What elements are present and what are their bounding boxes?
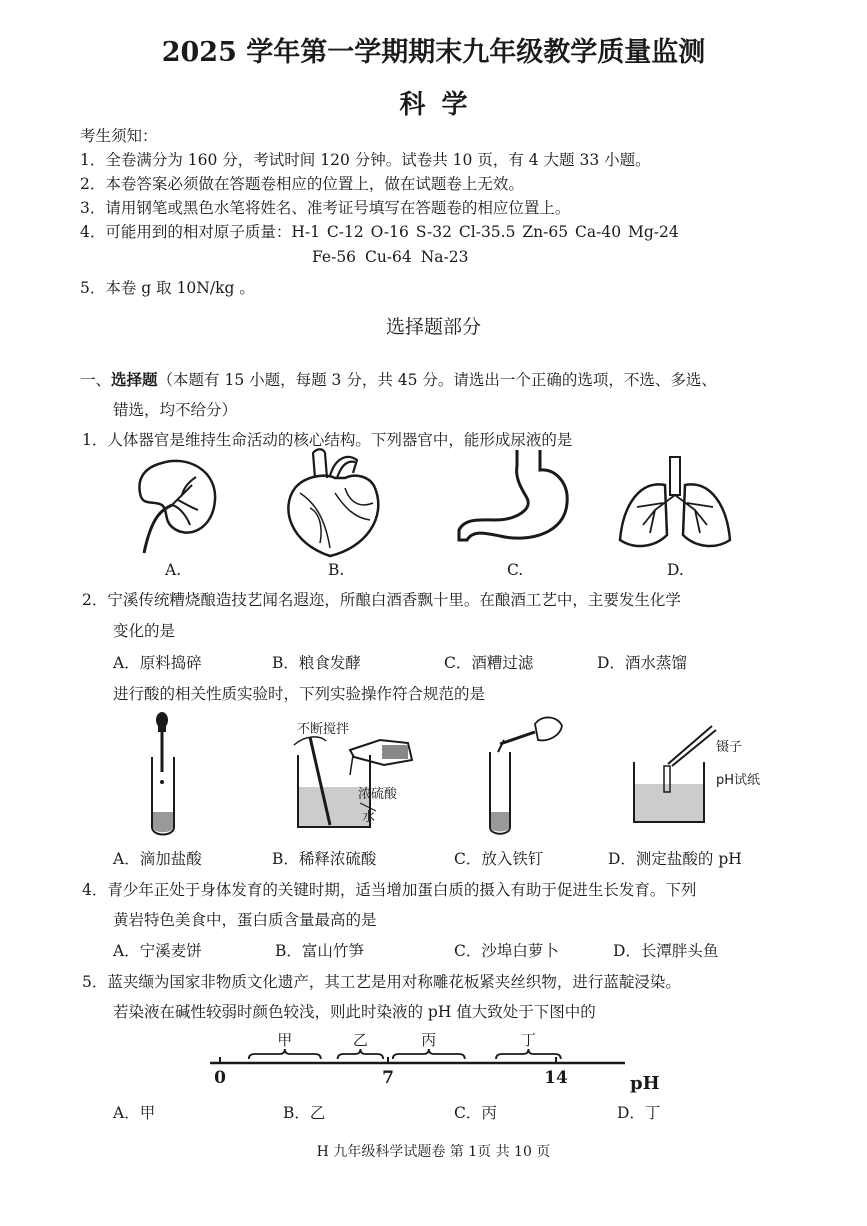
notice-heading: 考生须知：: [80, 127, 158, 145]
q3-option-d[interactable]: D．测定盐酸的 pH: [608, 850, 742, 868]
q3-option-b[interactable]: B．稀释浓硫酸: [272, 850, 377, 868]
question-1-stem: 1．人体器官是维持生命活动的核心结构。下列器官中，能形成尿液的是: [82, 431, 573, 449]
q5-option-a[interactable]: A．甲: [113, 1104, 156, 1122]
ph-scale: [0, 1025, 867, 1100]
notice-item: 1．全卷满分为 160 分，考试时间 120 分钟。试卷共 10 页，有 4 大题 33 小题。: [80, 151, 651, 169]
q4-option-c[interactable]: C．沙埠白萝卜: [454, 942, 559, 960]
q4-option-a[interactable]: A．宁溪麦饼: [113, 942, 202, 960]
q2-option-c[interactable]: C．酒糟过滤: [444, 654, 534, 672]
question-5-stem: 5．蓝夹缬为国家非物质文化遗产，其工艺是用对称雕花板紧夹丝织物，进行蓝靛浸染。: [82, 973, 681, 991]
stomach-icon: [455, 448, 580, 553]
ph-tick-label: 0: [214, 1068, 226, 1088]
q5-option-b[interactable]: B．乙: [283, 1104, 326, 1122]
page-title: 2025 学年第一学期期末九年级教学质量监测: [161, 37, 706, 68]
ph-range-brace: [249, 1049, 321, 1059]
part-desc-2: 错选，均不给分）: [113, 401, 238, 419]
q3-option-a[interactable]: A．滴加盐酸: [113, 850, 202, 868]
notice-item: 4．可能用到的相对原子质量：H-1 C-12 O-16 S-32 Cl-35.5 Zn-65 Ca-40 Mg-24: [80, 223, 679, 241]
label-concentrated-acid: 浓硫酸: [358, 787, 398, 802]
question-2-stem-2: 变化的是: [113, 622, 176, 640]
q2-option-a[interactable]: A．原料捣碎: [113, 654, 202, 672]
dropper-test-tube-icon: [145, 712, 185, 837]
part-desc: （本题有 15 小题，每题 3 分，共 45 分。请选出一个正确的选项，不选、多选、: [157, 371, 717, 389]
part-label: 一、: [80, 371, 112, 389]
question-3-stem: 进行酸的相关性质实验时，下列实验操作符合规范的是: [113, 685, 486, 703]
question-5-stem-2: 若染液在碱性较弱时颜色较浅，则此时染液的 pH 值大致处于下图中的: [113, 1003, 596, 1021]
section-title: 选择题部分: [385, 316, 481, 338]
q1-option-c[interactable]: C.: [507, 561, 524, 579]
part-name: 选择题: [111, 370, 158, 389]
question-4-stem: 4．青少年正处于身体发育的关键时期，适当增加蛋白质的摄入有助于促进生长发育。下列: [82, 881, 697, 899]
q5-option-d[interactable]: D．丁: [617, 1104, 661, 1122]
ph-range-label: 乙: [352, 1031, 368, 1049]
ph-range-label: 甲: [277, 1031, 293, 1049]
q1-option-a[interactable]: A.: [165, 561, 182, 579]
q2-option-d[interactable]: D．酒水蒸馏: [597, 654, 687, 672]
q1-option-d[interactable]: D.: [667, 561, 684, 579]
subject-title: 科学: [399, 90, 484, 120]
q5-option-c[interactable]: C．丙: [454, 1104, 497, 1122]
label-tweezers: 镊子: [716, 740, 743, 755]
ph-tick-label: 14: [544, 1068, 568, 1088]
heart-icon: [275, 448, 390, 558]
question-4-stem-2: 黄岩特色美食中，蛋白质含量最高的是: [113, 911, 377, 929]
q4-option-d[interactable]: D．长潭胖头鱼: [613, 942, 719, 960]
lungs-icon: [615, 455, 735, 555]
notice-item: 2．本卷答案必须做在答题卷相应的位置上，做在试题卷上无效。: [80, 175, 524, 193]
part-heading: [80, 368, 717, 390]
label-stir: 不断搅拌: [297, 722, 350, 737]
nail-test-tube-icon: [480, 712, 570, 837]
kidney-icon: [132, 455, 222, 555]
label-water: 水: [362, 810, 376, 825]
ph-tick-label: 7: [382, 1068, 394, 1088]
ph-paper-beaker-icon: [630, 722, 720, 832]
question-2-stem: 2．宁溪传统糟烧酿造技艺闻名遐迩，所酿白酒香飘十里。在酿酒工艺中，主要发生化学: [82, 591, 681, 609]
q1-option-b[interactable]: B.: [328, 561, 345, 579]
notice-item: 5．本卷 g 取 10N/kg 。: [80, 279, 255, 297]
q4-option-b[interactable]: B．富山竹笋: [275, 942, 364, 960]
ph-range-brace: [338, 1049, 384, 1059]
ph-range-label: 丙: [421, 1031, 437, 1049]
ph-range-brace: [496, 1049, 561, 1059]
ph-range-brace: [393, 1049, 465, 1059]
ph-axis-label: pH: [630, 1073, 660, 1094]
notice-item: Fe-56 Cu-64 Na-23: [312, 248, 469, 266]
page-footer: H 九年级科学试题卷 第 1页 共 10 页: [316, 1144, 551, 1160]
ph-range-label: 丁: [520, 1031, 536, 1049]
q3-option-c[interactable]: C．放入铁钉: [454, 850, 544, 868]
q2-option-b[interactable]: B．粮食发酵: [272, 654, 361, 672]
notice-item: 3．请用钢笔或黑色水笔将姓名、准考证号填写在答题卷的相应位置上。: [80, 199, 571, 217]
label-ph-paper: pH试纸: [716, 773, 761, 788]
